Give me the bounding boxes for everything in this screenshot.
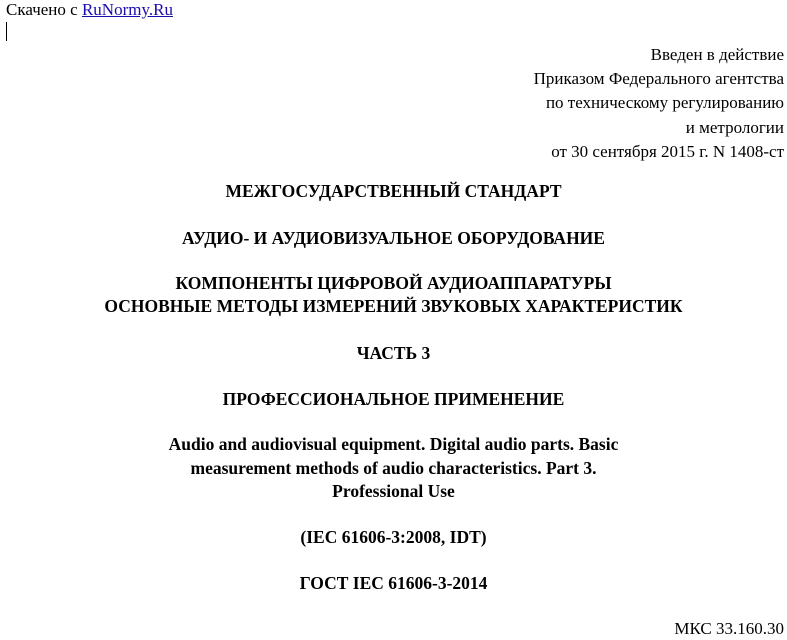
- iec-reference: (IEC 61606-3:2008, IDT): [300, 527, 487, 547]
- part-heading: ЧАСТЬ 3: [356, 343, 431, 363]
- equipment-heading: АУДИО- И АУДИОВИЗУАЛЬНОЕ ОБОРУДОВАНИЕ: [182, 228, 605, 248]
- enactment-line: от 30 сентября 2015 г. N 1408-ст: [551, 141, 784, 161]
- enactment-line: и метрологии: [685, 117, 784, 137]
- enactment-block: [534, 43, 784, 164]
- english-title-line: Professional Use: [332, 481, 455, 501]
- application-heading: ПРОФЕССИОНАЛЬНОЕ ПРИМЕНЕНИЕ: [222, 389, 565, 409]
- source-prefix: Скачено с: [6, 0, 82, 19]
- english-title-line: measurement methods of audio characteristics. Part 3.: [190, 457, 597, 478]
- mks-code: МКС 33.160.30: [674, 619, 784, 638]
- standard-type-heading: МЕЖГОСУДАРСТВЕННЫЙ СТАНДАРТ: [225, 181, 562, 201]
- text-cursor: [6, 22, 7, 41]
- enactment-line: Приказом Федерального агентства: [533, 69, 784, 89]
- components-heading-line: КОМПОНЕНТЫ ЦИФРОВОЙ АУДИОАППАРАТУРЫ: [175, 273, 612, 293]
- english-title: [0, 433, 787, 504]
- enactment-line: по техническому регулированию: [545, 93, 784, 113]
- source-link[interactable]: RuNormy.Ru: [81, 0, 173, 19]
- components-heading-line: ОСНОВНЫЕ МЕТОДЫ ИЗМЕРЕНИЙ ЗВУКОВЫХ ХАРАКТЕРИСТИК: [104, 296, 683, 316]
- english-title-line: Audio and audiovisual equipment. Digital audio parts. Basic: [168, 434, 619, 454]
- source-line: [6, 0, 173, 20]
- components-heading: [0, 272, 787, 318]
- gost-number: ГОСТ IEC 61606-3-2014: [299, 573, 488, 593]
- enactment-line: Введен в действие: [650, 45, 784, 64]
